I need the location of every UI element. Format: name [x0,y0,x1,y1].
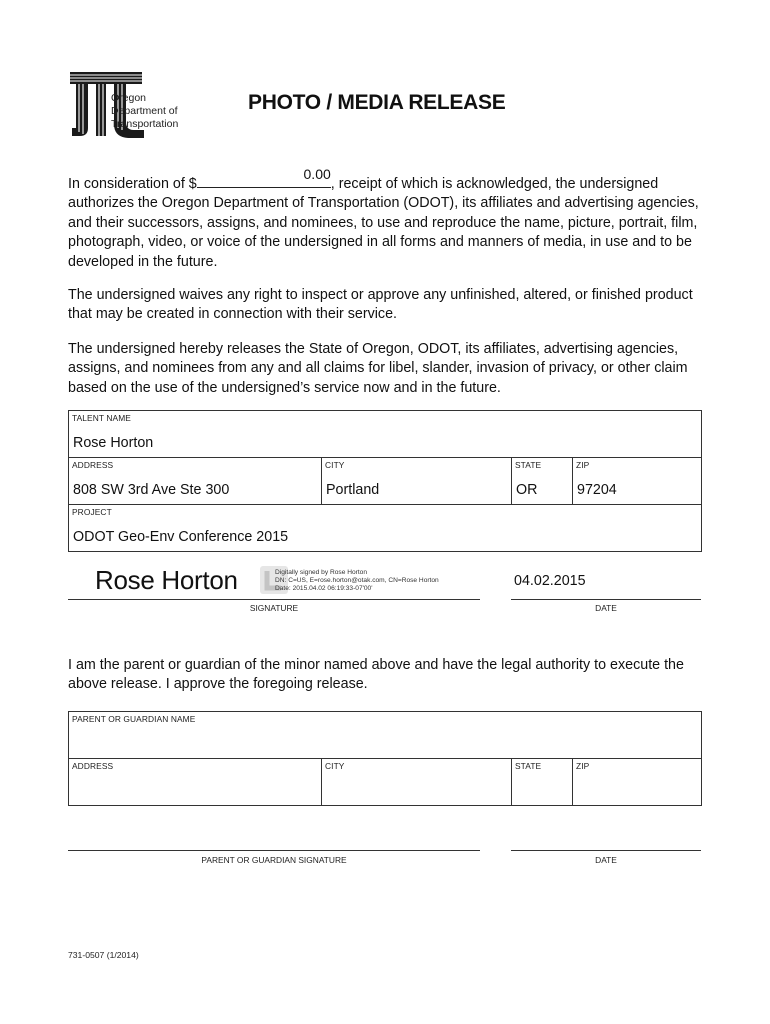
guardian-address-label: ADDRESS [72,761,114,771]
digital-signature-line-2: DN: C=US, E=rose.horton@otak.com, CN=Rose Horton [275,577,439,585]
talent-project-row [69,505,701,551]
project-field[interactable] [69,505,701,551]
digital-signature-line-1: Digitally signed by Rose Horton [275,569,367,576]
release-paragraph: The undersigned hereby releases the State of Oregon, ODOT, its affiliates, advertising agencies, assigns, and nominees from any and all claims for libel, slander, invasion of privacy, or other claim based on the use of the undersigned’s service now and in the future. [68,341,688,396]
consideration-text: , receipt of which is acknowledged, the undersigned authorizes the Oregon Department of Transportation (ODOT), its affiliates and advertising agencies, and their successors, assigns, and nominees, to use and reproduce the name, picture, portrait, film, photograph, video, or voice of the undersigned in all forms and manners of media, in use and to be developed in the future. [68,176,699,270]
signature-date-label: DATE [595,603,617,613]
guardian-name-field[interactable] [69,712,701,758]
guardian-state-field[interactable] [511,759,573,805]
guardian-signature-label: PARENT OR GUARDIAN SIGNATURE [201,855,347,865]
page-title: PHOTO / MEDIA RELEASE [248,91,506,114]
guardian-paragraph: I am the parent or guardian of the minor named above and have the legal authority to execute the above release. I approve the foregoing release. [68,657,684,693]
signature-name: Rose Horton [95,565,238,595]
talent-city-field[interactable] [321,458,512,504]
amount-field[interactable] [197,166,331,188]
logo-line-1: Oregon [111,92,147,104]
guardian-date-label: DATE [595,855,617,865]
talent-name-field[interactable] [69,411,701,457]
talent-address-row [69,458,701,505]
signature-label: SIGNATURE [249,603,299,613]
guardian-city-label: CITY [325,761,345,771]
logo-line-3: Transportation [111,118,179,130]
talent-name-value: Rose Horton [73,435,154,451]
form-code: 731-0507 (1/2014) [68,950,139,960]
digital-signature-line-3: Date: 2015.04.02 06:19:33-07'00' [275,585,373,593]
signature-line[interactable] [68,599,480,600]
guardian-city-field[interactable] [321,759,512,805]
waiver-paragraph: The undersigned waives any right to inspect or approve any unfinished, altered, or finished product that may be created in connection with their service. [68,287,693,323]
guardian-zip-label: ZIP [576,761,590,771]
talent-state-value: OR [516,482,538,498]
logo-line-2: Department of [111,105,178,117]
talent-address-value: 808 SW 3rd Ave Ste 300 [73,482,230,498]
talent-name-row [69,411,701,458]
signature-date-value: 04.02.2015 [514,573,586,589]
guardian-name-label: PARENT OR GUARDIAN NAME [72,714,196,724]
project-value: ODOT Geo-Env Conference 2015 [73,529,289,545]
talent-city-label: CITY [325,460,345,470]
guardian-zip-field[interactable] [572,759,701,805]
talent-zip-value: 97204 [577,482,617,498]
guardian-name-row [69,712,701,759]
talent-name-label: TALENT NAME [72,413,131,423]
guardian-form [68,711,702,806]
talent-form [68,410,702,552]
guardian-address-field[interactable] [69,759,321,805]
signature-date-line[interactable] [511,599,701,600]
talent-address-field[interactable] [69,458,321,504]
consideration-lead: In consideration of $ [68,176,197,192]
guardian-state-label: STATE [515,761,542,771]
talent-zip-label: ZIP [576,460,590,470]
talent-state-label: STATE [515,460,542,470]
project-label: PROJECT [72,507,112,517]
digital-signature-details [275,569,439,594]
guardian-address-row [69,759,701,805]
guardian-date-line[interactable] [511,850,701,851]
talent-zip-field[interactable] [572,458,701,504]
amount-value: 0.00 [303,166,331,182]
talent-city-value: Portland [326,482,380,498]
guardian-signature-line[interactable] [68,850,480,851]
consideration-paragraph [68,166,708,272]
talent-state-field[interactable] [511,458,573,504]
logo-wordmark [111,92,178,131]
talent-address-label: ADDRESS [72,460,114,470]
